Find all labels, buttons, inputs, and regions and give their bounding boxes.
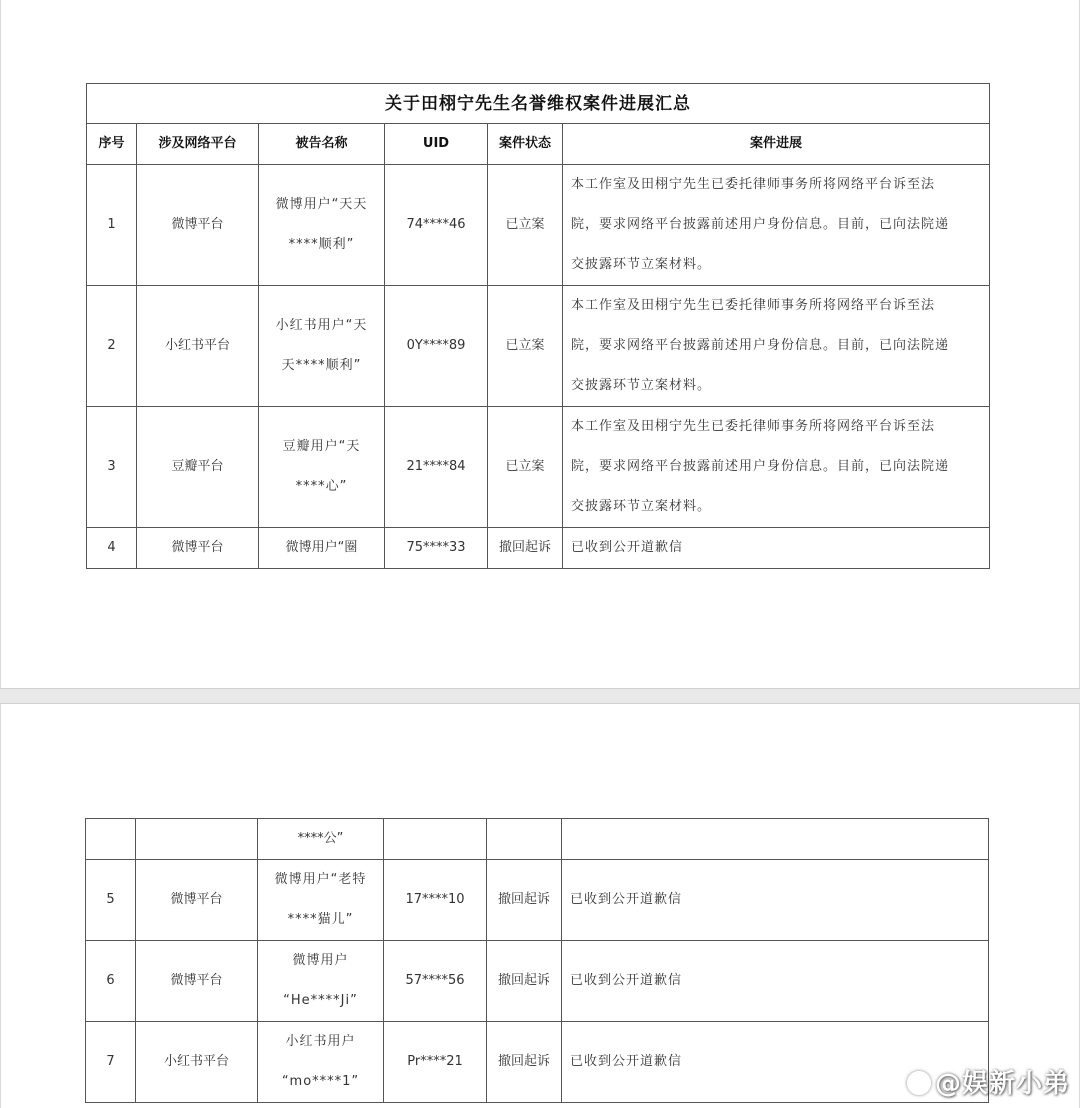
row-uid: 17****10 [384,860,487,941]
row-no: 4 [87,528,137,569]
table-row [87,286,990,407]
row-defendant: 微博用户“天天 ****顺利” [259,165,385,286]
row-defendant: 豆瓣用户“天 ****心” [259,407,385,528]
row-no: 7 [86,1022,136,1103]
row-progress: 本工作室及田栩宁先生已委托律师事务所将网络平台诉至法 院，要求网络平台披露前述用户身份信息。目前，已向法院递 交披露环节立案材料。 [563,286,990,407]
row-platform: 小红书平台 [137,286,259,407]
row-progress: 已收到公开道歉信 [562,1022,989,1103]
row-progress: 已收到公开道歉信 [563,528,990,569]
row-status: 已立案 [488,165,563,286]
row-uid: 74****46 [385,165,488,286]
row-defendant: 微博用户 “He****Ji” [258,941,384,1022]
table-row [86,941,989,1022]
row-uid: 0Y****89 [385,286,488,407]
header-row [87,124,990,165]
row-platform: 微博平台 [136,941,258,1022]
row-no: 2 [87,286,137,407]
row-status: 撤回起诉 [487,860,562,941]
row-uid: 75****33 [385,528,488,569]
table-title: 关于田栩宁先生名誉维权案件进展汇总 [87,84,990,124]
header-defendant: 被告名称 [259,124,385,165]
row-no: 5 [86,860,136,941]
row-status: 撤回起诉 [487,1022,562,1103]
header-platform: 涉及网络平台 [137,124,259,165]
row-platform: 微博平台 [137,528,259,569]
row-platform: 微博平台 [137,165,259,286]
row-progress: 已收到公开道歉信 [562,941,989,1022]
row-defendant: 小红书用户 “mo****1” [258,1022,384,1103]
row-defendant: 微博用户“圈 [259,528,385,569]
header-no: 序号 [87,124,137,165]
header-progress: 案件进展 [563,124,990,165]
row-status: 已立案 [488,407,563,528]
table-row [86,1022,989,1103]
table-row [86,860,989,941]
row-platform: 微博平台 [136,860,258,941]
row-uid: Pr****21 [384,1022,487,1103]
row-no: 1 [87,165,137,286]
row-uid: 21****84 [385,407,488,528]
row-no: 3 [87,407,137,528]
row-defendant: 小红书用户“天 天****顺利” [259,286,385,407]
watermark-text: @娱新小弟 [934,1069,1070,1099]
row-no: 6 [86,941,136,1022]
weibo-logo-icon [907,1071,931,1095]
row-progress: 本工作室及田栩宁先生已委托律师事务所将网络平台诉至法 院，要求网络平台披露前述用户身份信息。目前，已向法院递 交披露环节立案材料。 [563,165,990,286]
row-defendant: ****公” [258,819,384,860]
row-defendant: 微博用户“老特 ****猫儿” [258,860,384,941]
table-row-continuation [86,819,989,860]
case-summary-table [86,83,990,569]
watermark [907,1063,1070,1100]
table-row [87,528,990,569]
header-uid: UID [385,124,488,165]
row-uid: 57****56 [384,941,487,1022]
row-status: 撤回起诉 [487,941,562,1022]
row-platform: 小红书平台 [136,1022,258,1103]
row-platform: 豆瓣平台 [137,407,259,528]
row-status: 撤回起诉 [488,528,563,569]
table-row [87,165,990,286]
page-divider [0,688,1080,704]
header-status: 案件状态 [488,124,563,165]
row-status: 已立案 [488,286,563,407]
case-summary-table-continued [85,818,989,1103]
table-row [87,407,990,528]
row-progress: 本工作室及田栩宁先生已委托律师事务所将网络平台诉至法 院，要求网络平台披露前述用户身份信息。目前，已向法院递 交披露环节立案材料。 [563,407,990,528]
row-progress: 已收到公开道歉信 [562,860,989,941]
